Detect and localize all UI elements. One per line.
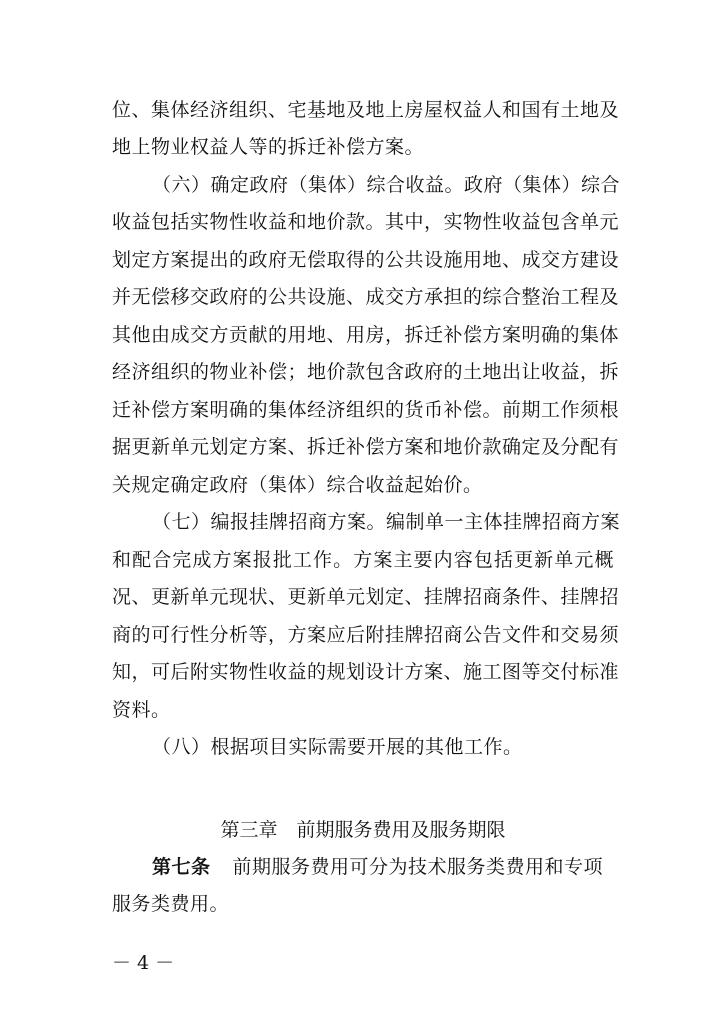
body-line-17: 资料。 (112, 699, 171, 721)
body-line-6: 并无偿移交政府的公共设施、成交方承担的综合整治工程及 (112, 286, 620, 308)
body-line-15: 商的可行性分析等，方案应后附挂牌招商公告文件和交易须 (112, 624, 620, 646)
article-7-line-1 (152, 852, 614, 882)
body-line-14: 况、更新单元现状、更新单元划定、挂牌招商条件、挂牌招 (112, 586, 620, 608)
article-7-line-2: 服务类费用。 (112, 893, 230, 915)
article-7-label: 第七条 (152, 856, 211, 878)
body-line-5: 划定方案提出的政府无偿取得的公共设施用地、成交方建设 (112, 249, 620, 271)
body-line-2: 地上物业权益人等的拆迁补偿方案。 (112, 136, 425, 158)
body-line-8: 经济组织的物业补偿；地价款包含政府的土地出让收益，拆 (112, 361, 620, 383)
body-line-7: 其他由成交方贡献的用地、用房，拆迁补偿方案明确的集体 (112, 324, 620, 346)
body-line-9: 迁补偿方案明确的集体经济组织的货币补偿。前期工作须根 (112, 399, 620, 421)
body-line-12: （七）编报挂牌招商方案。编制单一主体挂牌招商方案 (152, 511, 621, 533)
body-line-4: 收益包括实物性收益和地价款。其中，实物性收益包含单元 (112, 211, 620, 233)
body-line-1: 位、集体经济组织、宅基地及地上房屋权益人和国有土地及 (112, 99, 620, 121)
body-line-10: 据更新单元划定方案、拆迁补偿方案和地价款确定及分配有 (112, 436, 620, 458)
body-line-16: 知，可后附实物性收益的规划设计方案、施工图等交付标准 (112, 661, 620, 683)
body-line-18: （八）根据项目实际需要开展的其他工作。 (152, 736, 523, 758)
chapter-heading: 第三章 前期服务费用及服务期限 (220, 819, 506, 841)
page-number: － 4 － (112, 952, 175, 974)
body-line-11: 关规定确定政府（集体）综合收益起始价。 (112, 474, 483, 496)
body-line-3: （六）确定政府（集体）综合收益。政府（集体）综合 (152, 174, 621, 196)
article-7-text: 前期服务费用可分为技术服务类费用和专项 (232, 856, 604, 878)
body-line-13: 和配合完成方案报批工作。方案主要内容包括更新单元概 (112, 549, 614, 571)
